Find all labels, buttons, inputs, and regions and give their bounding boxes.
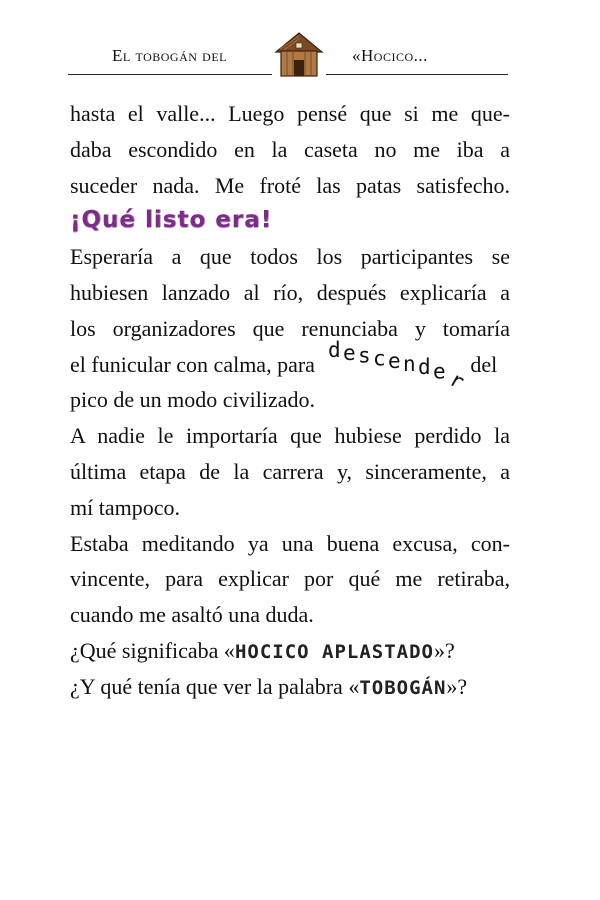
header-rule-right (326, 74, 508, 75)
text-fragment: el funicular con calma, para (70, 351, 315, 377)
running-title-left: El tobogán del (112, 46, 227, 65)
text-line: vincente, para explicar por qué me retiraba, (70, 566, 510, 592)
text-line: Esperaría a que todos los participantes se (70, 244, 510, 270)
header-rule-left (68, 74, 272, 75)
text-line: daba escondido en la caseta no me iba a (70, 136, 510, 162)
text-line: A nadie le importaría que hubiese perdido la (70, 423, 510, 449)
text-line: hubiesen lanzado al río, después explicaría a (70, 279, 510, 305)
running-title-right: «Hocico... (352, 46, 428, 65)
text-line: los organizadores que renunciaba y tomaría (70, 315, 510, 341)
stencil-word: HOCICO APLASTADO (234, 640, 434, 663)
text-fragment: »? (433, 637, 455, 663)
text-fragment: »? (446, 673, 468, 699)
hut-icon (272, 30, 326, 78)
text-line-tobogan (70, 669, 510, 705)
text-fragment: ¿Y qué tenía que ver la palabra « (70, 673, 360, 699)
descender-word (320, 337, 470, 394)
text-fragment: del (470, 351, 498, 377)
page-body (70, 96, 510, 705)
text-line: última etapa de la carrera y, sinceramente, a (70, 458, 510, 484)
stencil-word: TOBOGÁN (359, 676, 447, 699)
text-line: hasta el valle... Luego pensé que si me que- (70, 101, 510, 126)
text-line-descender (70, 337, 510, 394)
page-header (0, 0, 600, 90)
text-fragment: ¿Qué significaba « (70, 637, 235, 663)
descender-word-text: d e s c e n d er (328, 337, 469, 394)
text-line-hocico (70, 633, 510, 669)
text-line: cuando me asaltó una duda. (70, 602, 314, 628)
text-line: Estaba meditando ya una buena excusa, con- (70, 530, 510, 556)
text-line: pico de un modo civilizado. (70, 387, 315, 413)
text-line: suceder nada. Me froté las patas satisfecho. (70, 172, 510, 198)
exclamation-heading: ¡Qué listo era! (70, 207, 273, 234)
text-line: mí tampoco. (70, 494, 180, 520)
